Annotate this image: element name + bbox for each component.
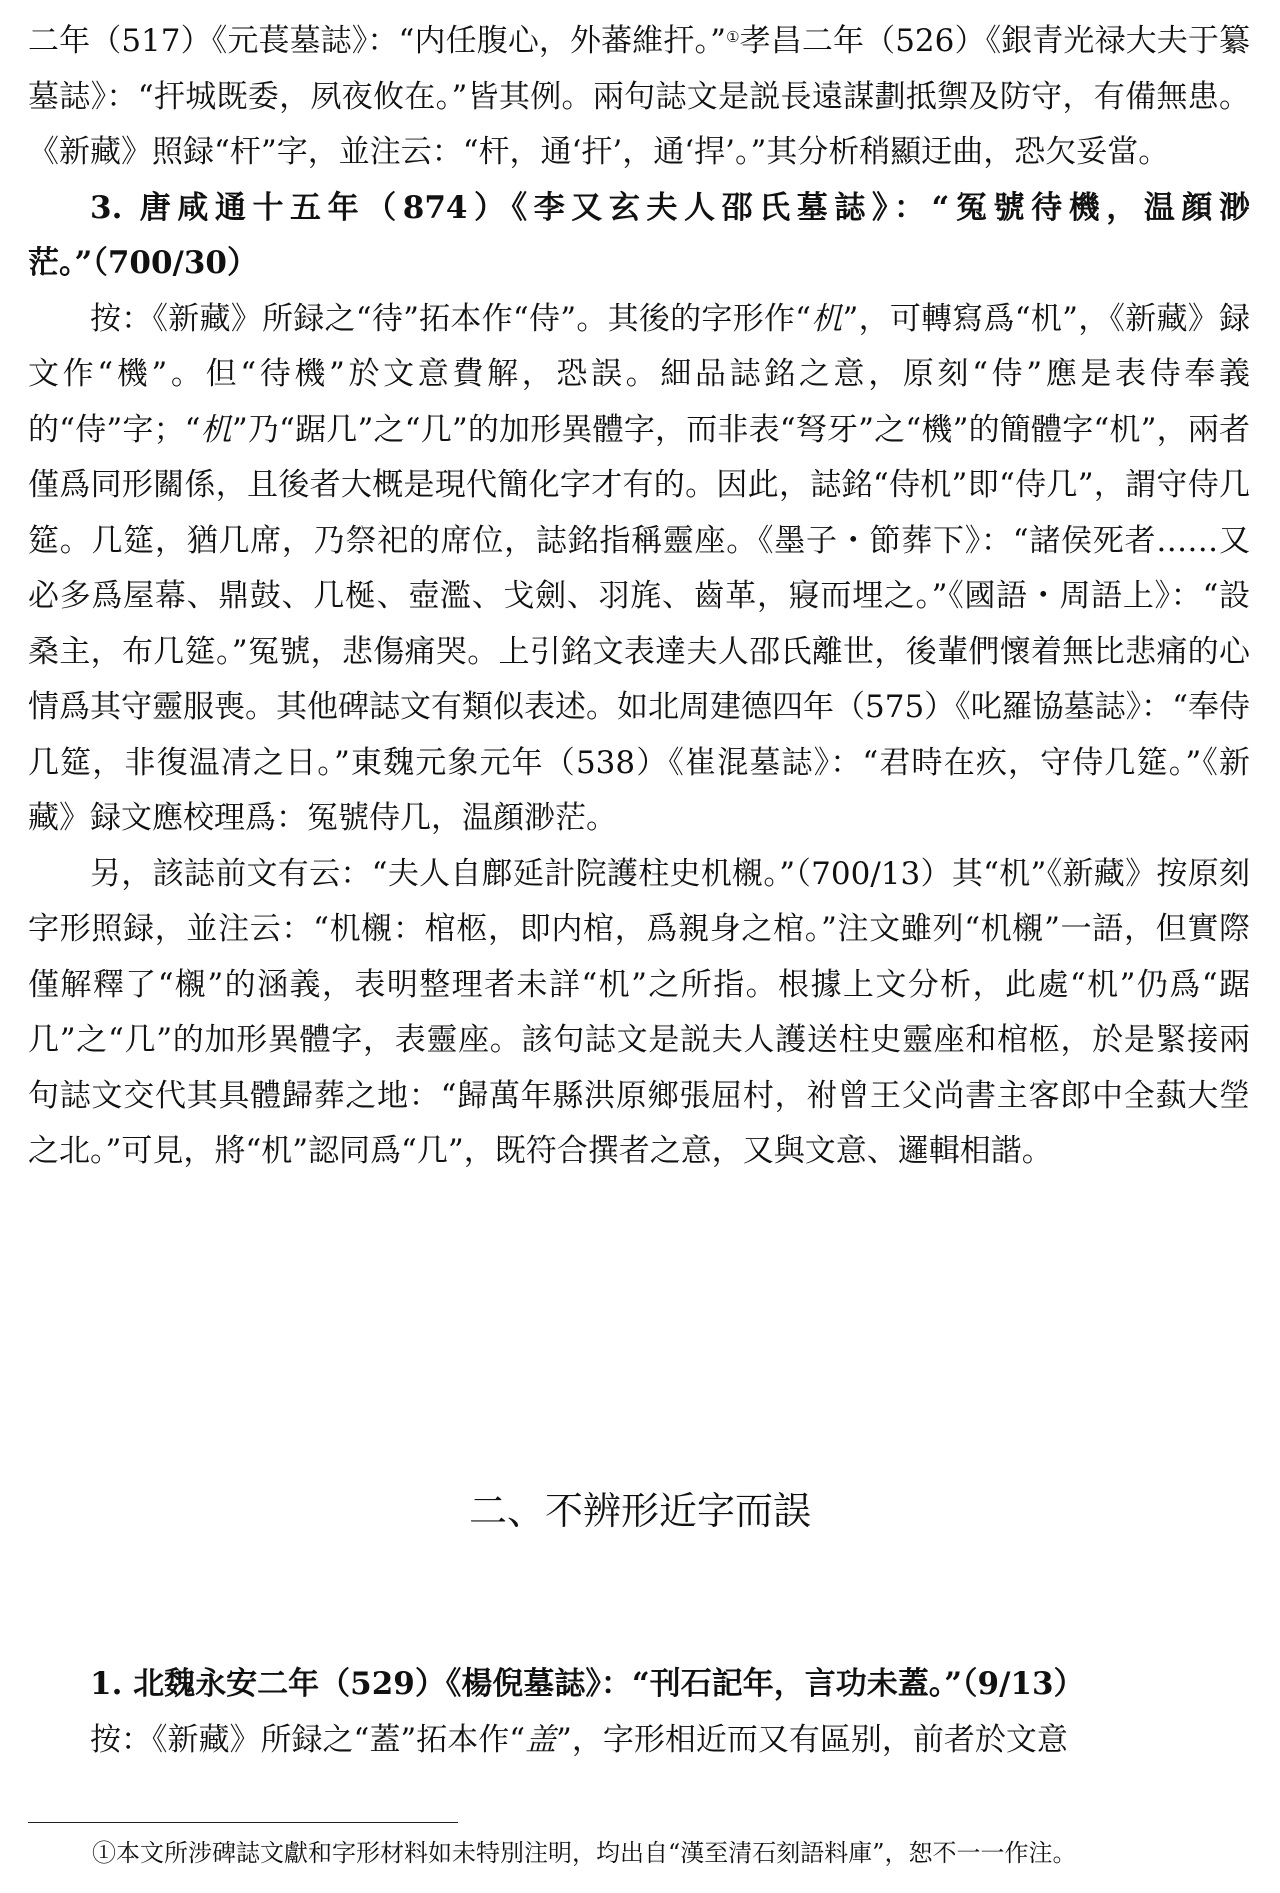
paragraph-1 (28, 14, 1250, 181)
rubbing-glyph-ji-1: 机 (810, 300, 843, 337)
example-3-heading: 3. 唐咸通十五年（874）《李又玄夫人邵氏墓誌》：“冤號待機，温顔渺茫。”（700/30） (28, 189, 1250, 281)
example-1-heading: 1. 北魏永安二年（529）《楊倪墓誌》：“刊石記年，言功未蓋。”（9/13） (90, 1666, 1085, 1702)
footnote-rule (28, 1822, 458, 1823)
rubbing-glyph-gai: 盖 (525, 1721, 557, 1758)
paragraph-4-part-1: 按：《新藏》所録之“蓋”拓本作“ (90, 1721, 526, 1758)
footnote: ①本文所涉碑誌文獻和字形材料如未特別注明，均出自“漢至清石刻語料庫”，恕不一一作注。 (92, 1839, 1077, 1867)
page-body-lower (28, 1657, 1250, 1768)
rubbing-glyph-ji-2: 机 (200, 411, 232, 448)
paragraph-2-part-3: ”乃“踞几”之“几”的加形異體字，而非表“弩牙”之“機”的簡體字“机”，兩者僅爲同形關係，且後者大概是現代簡化字才有的。因此，誌銘“侍机”即“侍几”，謂守侍几筵。几筵，猶几席，乃祭祀的席位，誌銘指稱靈座。《墨子・節葬下》：“諸侯死者……又必多爲屋幕、鼎鼓、几梴、壺濫、戈劍、羽旄、齒革，寢而埋之。”《國語・周語上》：“設桑主，布几筵。”冤號，悲傷痛哭。上引銘文表達夫人邵氏離世，後輩們懷着無比悲痛的心情爲其守靈服喪。其他碑誌文有類似表述。如北周建德四年（575）《叱羅協墓誌》：“奉侍几筵，非復温凊之日。”東魏元象元年（538）《崔混墓誌》：“君時在疚，守侍几筵。”《新藏》録文應校理爲：冤號侍几，温顔渺茫。 (28, 411, 1251, 836)
paragraph-2 (28, 292, 1250, 847)
page-body (28, 14, 1250, 1180)
paragraph-2-part-2: ”，可轉寫爲“机”，《新藏》録文作“機”。但“待機”於文意費解，恐誤。細品誌銘之意，原刻“侍”應是表侍奉義的“侍”字；“ (28, 300, 1250, 448)
section-heading: 二、不辨形近字而誤 (468, 1489, 811, 1533)
footnote-marker[interactable]: ① (725, 28, 740, 46)
paragraph-4-part-2: ”，字形相近而又有區别，前者於文意 (556, 1721, 1068, 1758)
paragraph-1-part-2: 孝昌二年（526）《銀青光禄大夫于纂墓誌》：“扞城既委，夙夜攸在。”皆其例。兩句誌文是説長遠謀劃抵禦及防守，有備無患。《新藏》照録“杆”字，並注云：“杆，通‘扞’，通‘捍’。”其分析稍顯迂曲，恐欠妥當。 (28, 23, 1250, 170)
paragraph-4 (28, 1713, 1250, 1769)
paragraph-2-part-1: 按：《新藏》所録之“待”拓本作“侍”。其後的字形作“ (90, 300, 811, 337)
paragraph-1-part-1: 二年（517）《元萇墓誌》：“内任腹心，外蕃維扞。” (28, 23, 726, 59)
paragraph-3: 另，該誌前文有云：“夫人自鄜延計院護柱史机櫬。”（700/13）其“机”《新藏》按原刻字形照録，並注云：“机櫬：棺柩，即内棺，爲親身之棺。”注文雖列“机櫬”一語，但實際僅解釋了“櫬”的涵義，表明整理者未詳“机”之所指。根據上文分析，此處“机”仍爲“踞几”之“几”的加形異體字，表靈座。該句誌文是説夫人護送柱史靈座和棺柩，於是緊接兩句誌文交代其具體歸葬之地：“歸萬年縣洪原鄉張屈村，祔曾王父尚書主客郎中全蓺大塋之北。”可見，將“机”認同爲“几”，既符合撰者之意，又與文意、邏輯相諧。 (28, 855, 1250, 1169)
